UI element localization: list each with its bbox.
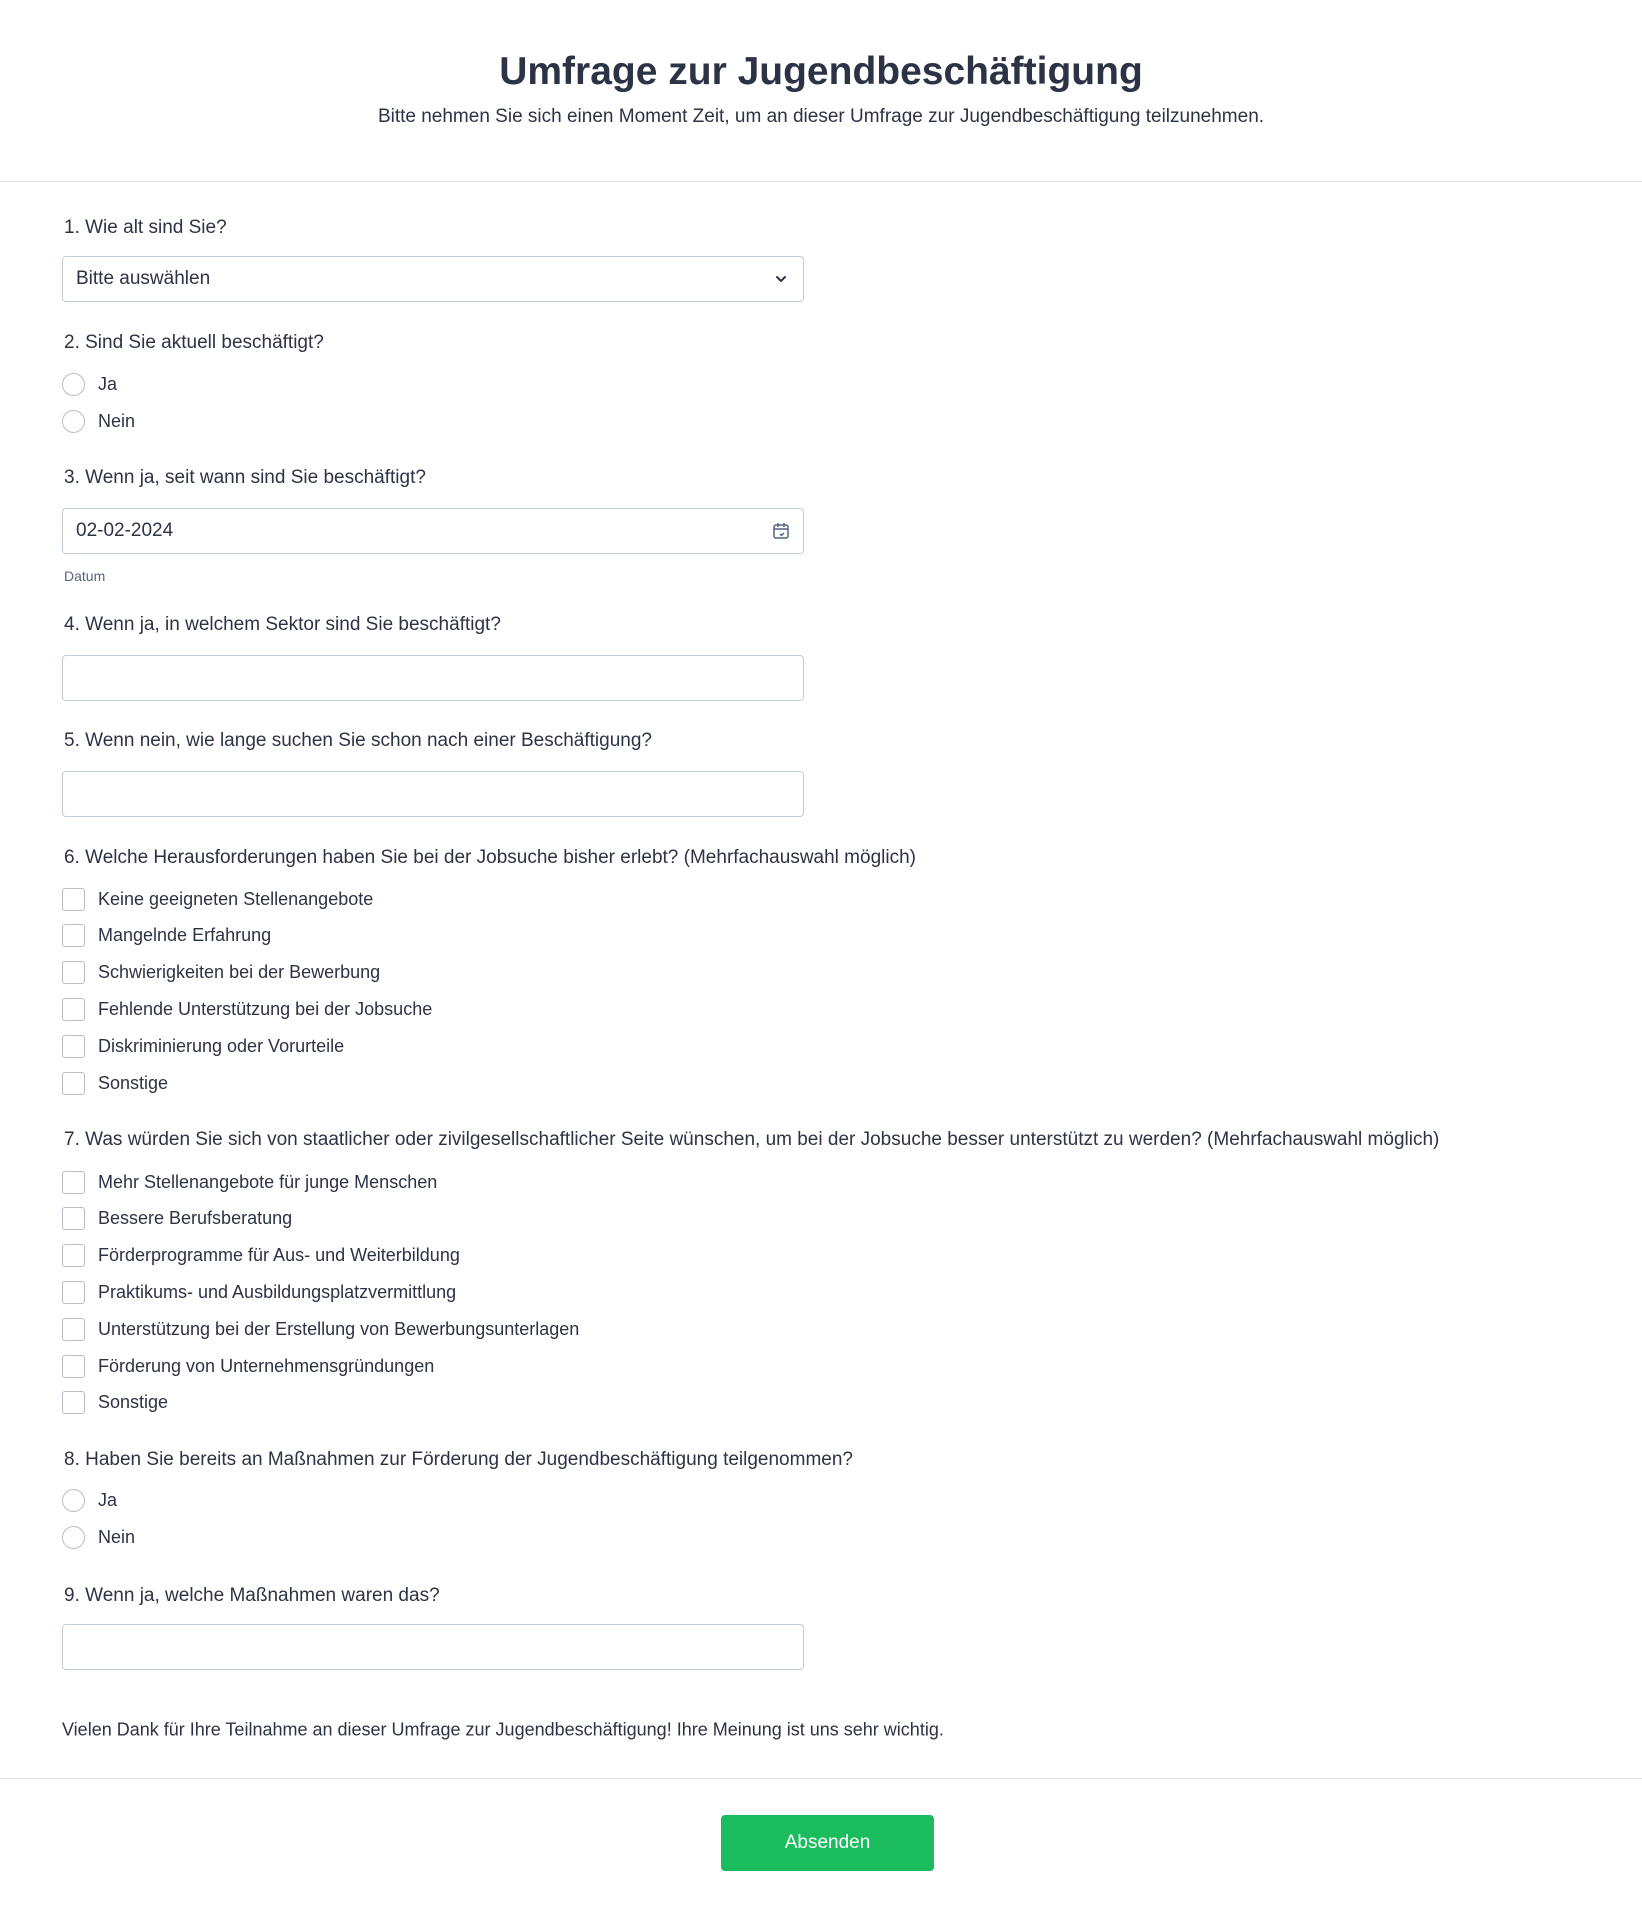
q7-option-checkbox[interactable] (62, 1170, 437, 1194)
question-2-label: 2. Sind Sie aktuell beschäftigt? (64, 332, 324, 353)
q7-option-checkbox[interactable] (62, 1207, 292, 1231)
question-3-label: 3. Wenn ja, seit wann sind Sie beschäftigt? (64, 467, 426, 488)
sector-input[interactable] (62, 655, 804, 701)
option-label: Unterstützung bei der Erstellung von Bewerbungsunterlagen (98, 1318, 580, 1339)
checkbox[interactable] (62, 961, 85, 984)
q6-option-checkbox[interactable] (62, 961, 380, 985)
page-subtitle: Bitte nehmen Sie sich einen Moment Zeit, um an dieser Umfrage zur Jugendbeschäftigung teilzunehmen. (377, 106, 1265, 127)
q7-option-checkbox[interactable] (62, 1391, 168, 1415)
date-value: 02-02-2024 (76, 520, 174, 541)
checkbox[interactable] (62, 1355, 85, 1378)
option-label: Ja (98, 373, 118, 394)
date-sublabel: Datum (64, 568, 106, 584)
question-5-label: 5. Wenn nein, wie lange suchen Sie schon nach einer Beschäftigung? (64, 730, 652, 751)
option-label: Sonstige (98, 1392, 169, 1413)
q7-option-checkbox[interactable] (62, 1354, 434, 1378)
option-label: Nein (98, 1526, 136, 1547)
option-label: Sonstige (98, 1072, 169, 1093)
q7-option-checkbox[interactable] (62, 1280, 456, 1304)
question-4-label: 4. Wenn ja, in welchem Sektor sind Sie beschäftigt? (64, 614, 501, 635)
option-label: Förderung von Unternehmensgründungen (98, 1355, 435, 1376)
q7-option-checkbox[interactable] (62, 1317, 579, 1341)
option-label: Förderprogramme für Aus- und Weiterbildung (98, 1245, 460, 1266)
age-select[interactable] (62, 256, 804, 302)
employment-date-input[interactable] (62, 508, 804, 554)
measures-input[interactable] (62, 1624, 804, 1670)
option-label: Keine geeigneten Stellenangebote (98, 888, 374, 909)
checkbox[interactable] (62, 924, 85, 947)
option-label: Nein (98, 410, 136, 431)
checkbox[interactable] (62, 1318, 85, 1341)
option-label: Bessere Berufsberatung (98, 1208, 293, 1229)
measures-radio-ja[interactable] (62, 1488, 117, 1512)
footer-divider (0, 1778, 1642, 1779)
q7-option-checkbox[interactable] (62, 1244, 460, 1268)
radio-button[interactable] (62, 1489, 85, 1512)
page-title: Umfrage zur Jugendbeschäftigung (499, 50, 1143, 93)
option-label: Diskriminierung oder Vorurteile (98, 1035, 345, 1056)
question-6-label: 6. Welche Herausforderungen haben Sie bei der Jobsuche bisher erlebt? (Mehrfachauswahl möglich) (64, 847, 916, 868)
checkbox[interactable] (62, 1281, 85, 1304)
radio-button[interactable] (62, 373, 85, 396)
checkbox[interactable] (62, 1035, 85, 1058)
search-duration-input[interactable] (62, 771, 804, 817)
calendar-icon[interactable] (771, 521, 791, 541)
question-1-label: 1. Wie alt sind Sie? (64, 217, 227, 238)
option-label: Mehr Stellenangebote für junge Menschen (98, 1171, 438, 1192)
checkbox[interactable] (62, 1244, 85, 1267)
thank-you-text: Vielen Dank für Ihre Teilnahme an dieser Umfrage zur Jugendbeschäftigung! Ihre Meinung ist uns sehr wichtig. (62, 1719, 944, 1740)
employed-radio-nein[interactable] (62, 409, 135, 433)
option-label: Praktikums- und Ausbildungsplatzvermittlung (98, 1281, 457, 1302)
option-label: Schwierigkeiten bei der Bewerbung (98, 962, 381, 983)
chevron-down-icon (771, 269, 791, 289)
q6-option-checkbox[interactable] (62, 1034, 344, 1058)
submit-button[interactable]: Absenden (721, 1815, 934, 1871)
measures-radio-nein[interactable] (62, 1525, 135, 1549)
checkbox[interactable] (62, 888, 85, 911)
radio-button[interactable] (62, 410, 85, 433)
question-7-label: 7. Was würden Sie sich von staatlicher oder zivilgesellschaftlicher Seite wünschen, um bei der Jobsuche besser unterstützt zu werden? (Mehrfachauswahl möglich) (64, 1129, 1440, 1150)
checkbox[interactable] (62, 998, 85, 1021)
checkbox[interactable] (62, 1391, 85, 1414)
q6-option-checkbox[interactable] (62, 887, 373, 911)
employed-radio-ja[interactable] (62, 372, 117, 396)
q6-option-checkbox[interactable] (62, 1071, 168, 1095)
checkbox[interactable] (62, 1072, 85, 1095)
header-divider (0, 181, 1642, 182)
radio-button[interactable] (62, 1526, 85, 1549)
checkbox[interactable] (62, 1207, 85, 1230)
option-label: Ja (98, 1489, 118, 1510)
q6-option-checkbox[interactable] (62, 924, 271, 948)
option-label: Fehlende Unterstützung bei der Jobsuche (98, 998, 433, 1019)
question-9-label: 9. Wenn ja, welche Maßnahmen waren das? (64, 1585, 440, 1606)
checkbox[interactable] (62, 1171, 85, 1194)
option-label: Mangelnde Erfahrung (98, 925, 272, 946)
question-8-label: 8. Haben Sie bereits an Maßnahmen zur Förderung der Jugendbeschäftigung teilgenommen? (64, 1449, 853, 1470)
age-select-value: Bitte auswählen (76, 268, 211, 289)
q6-option-checkbox[interactable] (62, 997, 432, 1021)
